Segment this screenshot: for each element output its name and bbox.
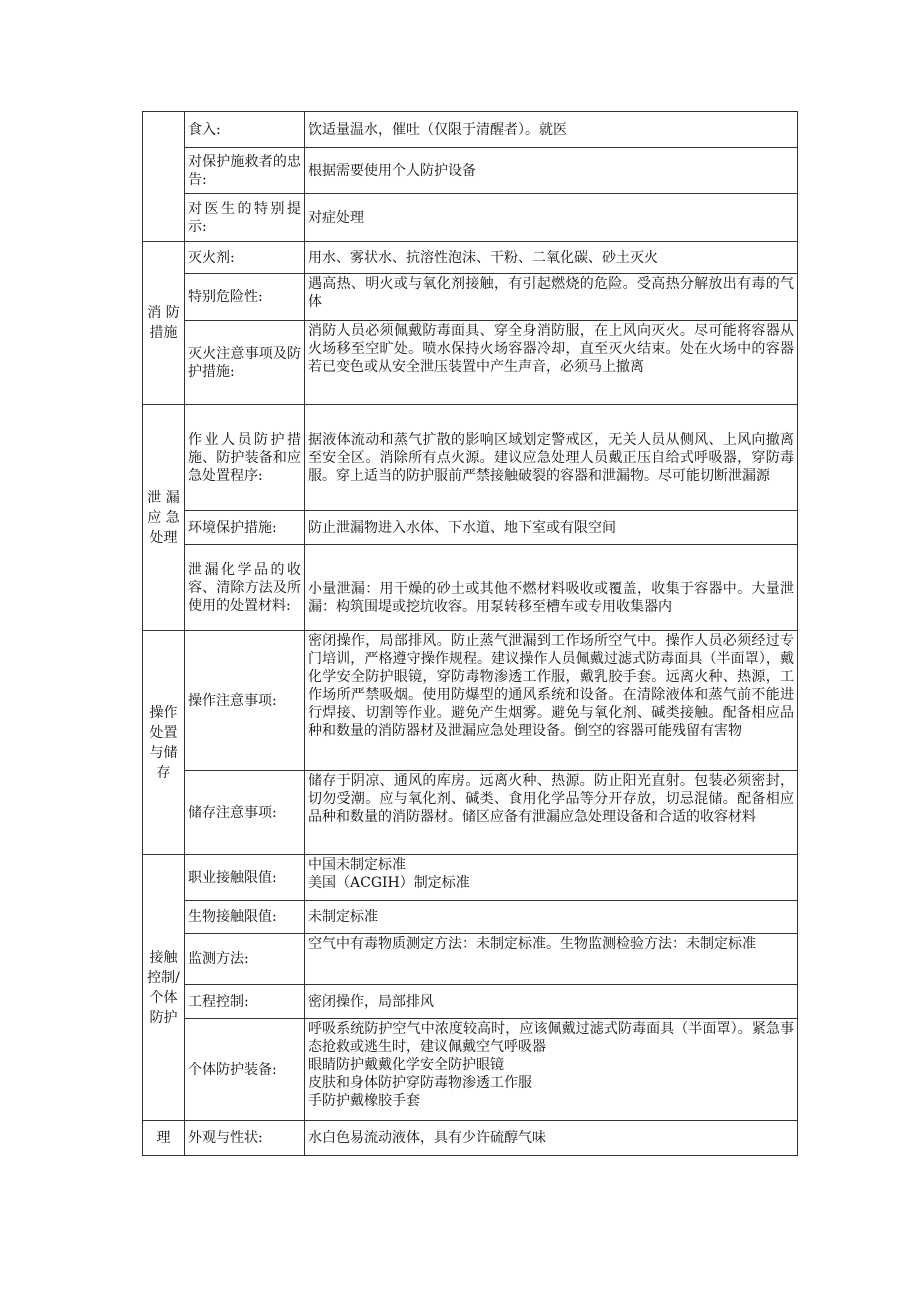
section-title-exposure: 接触 控制/ 个体 防护 <box>143 855 185 1121</box>
row-label: 环境保护措施: <box>185 511 305 545</box>
row-label: 对医生的特别提示: <box>185 194 305 242</box>
row-label: 操作注意事项: <box>185 631 305 771</box>
table-row <box>143 901 798 934</box>
section-title-handling: 操作 处置 与储 存 <box>143 631 185 855</box>
row-label: 生物接触限值: <box>185 901 305 934</box>
row-value: 饮适量温水，催吐（仅限于清醒者）。就医 <box>305 112 798 148</box>
row-value: 空气中有毒物质测定方法：未制定标准。生物监测检验方法：未制定标准 <box>305 934 798 985</box>
row-label: 特别危险性: <box>185 274 305 321</box>
table-row <box>143 148 798 194</box>
table-row <box>143 511 798 545</box>
table-row <box>143 405 798 511</box>
section-cell-first-aid <box>143 112 185 242</box>
section-title-physical: 理 <box>143 1121 185 1156</box>
row-value: 用水、雾状水、抗溶性泡沫、干粉、二氧化碳、砂土灭火 <box>305 242 798 274</box>
row-label: 职业接触限值: <box>185 855 305 901</box>
row-label: 泄漏化学品的收容、清除方法及所使用的处置材料: <box>185 545 305 631</box>
row-value: 防止泄漏物进入水体、下水道、地下室或有限空间 <box>305 511 798 545</box>
row-label: 灭火注意事项及防护措施: <box>185 321 305 405</box>
table-row <box>143 934 798 985</box>
table-row <box>143 274 798 321</box>
section-title-fire: 消 防 措施 <box>143 242 185 405</box>
row-value: 消防人员必须佩戴防毒面具、穿全身消防服，在上风向灭火。尽可能将容器从火场移至空旷处。喷水保持火场容器冷却，直至灭火结束。处在火场中的容器若已变色或从安全泄压装置中产生声音，必须马上撤离 <box>305 321 798 405</box>
row-value: 中国未制定标准 美国（ACGIH）制定标准 <box>305 855 798 901</box>
row-label: 监测方法: <box>185 934 305 985</box>
table-row <box>143 321 798 405</box>
table-row <box>143 855 798 901</box>
row-value: 水白色易流动液体，具有少许硫醇气味 <box>305 1121 798 1156</box>
row-label: 工程控制: <box>185 985 305 1019</box>
row-label: 灭火剂: <box>185 242 305 274</box>
row-label: 外观与性状: <box>185 1121 305 1156</box>
table-row <box>143 985 798 1019</box>
row-value: 根据需要使用个人防护设备 <box>305 148 798 194</box>
table-row <box>143 194 798 242</box>
row-value: 对症处理 <box>305 194 798 242</box>
table-row <box>143 242 798 274</box>
row-label: 食入: <box>185 112 305 148</box>
table-row <box>143 631 798 771</box>
row-label: 储存注意事项: <box>185 771 305 855</box>
row-value: 呼吸系统防护空气中浓度较高时，应该佩戴过滤式防毒面具（半面罩）。紧急事态抢救或逃生时，建议佩戴空气呼吸器 眼睛防护戴戴化学安全防护眼镜 皮肤和身体防护穿防毒物渗透工作服 手防护戴橡胶手套 <box>305 1019 798 1121</box>
table-row <box>143 112 798 148</box>
row-value: 遇高热、明火或与氧化剂接触，有引起燃烧的危险。受高热分解放出有毒的气体 <box>305 274 798 321</box>
row-value: 密闭操作，局部排风。防止蒸气泄漏到工作场所空气中。操作人员必须经过专门培训，严格遵守操作规程。建议操作人员佩戴过滤式防毒面具（半面罩），戴化学安全防护眼镜，穿防毒物渗透工作服，戴乳胶手套。远离火种、热源，工作场所严禁吸烟。使用防爆型的通风系统和设备。在清除液体和蒸气前不能进行焊接、切割等作业。避免产生烟雾。避免与氧化剂、碱类接触。配备相应品种和数量的消防器材及泄漏应急处理设备。倒空的容器可能残留有害物 <box>305 631 798 771</box>
table-row <box>143 1121 798 1156</box>
table-row <box>143 545 798 631</box>
row-value: 据液体流动和蒸气扩散的影响区域划定警戒区，无关人员从侧风、上风向撤离至安全区。消除所有点火源。建议应急处理人员戴正压自给式呼吸器，穿防毒服。穿上适当的防护服前严禁接触破裂的容器和泄漏物。尽可能切断泄漏源 <box>305 405 798 511</box>
row-value: 小量泄漏：用干燥的砂土或其他不燃材料吸收或覆盖，收集于容器中。大量泄漏：构筑围堤或挖坑收容。用泵转移至槽车或专用收集器内 <box>305 545 798 631</box>
row-label: 作业人员防护措施、防护装备和应急处置程序: <box>185 405 305 511</box>
section-title-leak: 泄 漏 应 急 处理 <box>143 405 185 631</box>
row-label: 个体防护装备: <box>185 1019 305 1121</box>
row-value: 储存于阴凉、通风的库房。远离火种、热源。防止阳光直射。包装必须密封，切勿受潮。应与氧化剂、碱类、食用化学品等分开存放，切忌混储。配备相应品种和数量的消防器材。储区应备有泄漏应急处理设备和合适的收容材料 <box>305 771 798 855</box>
table-row <box>143 1019 798 1121</box>
row-value: 密闭操作，局部排风 <box>305 985 798 1019</box>
row-label: 对保护施救者的忠告: <box>185 148 305 194</box>
row-value: 未制定标准 <box>305 901 798 934</box>
table-row <box>143 771 798 855</box>
msds-table <box>142 111 798 1156</box>
